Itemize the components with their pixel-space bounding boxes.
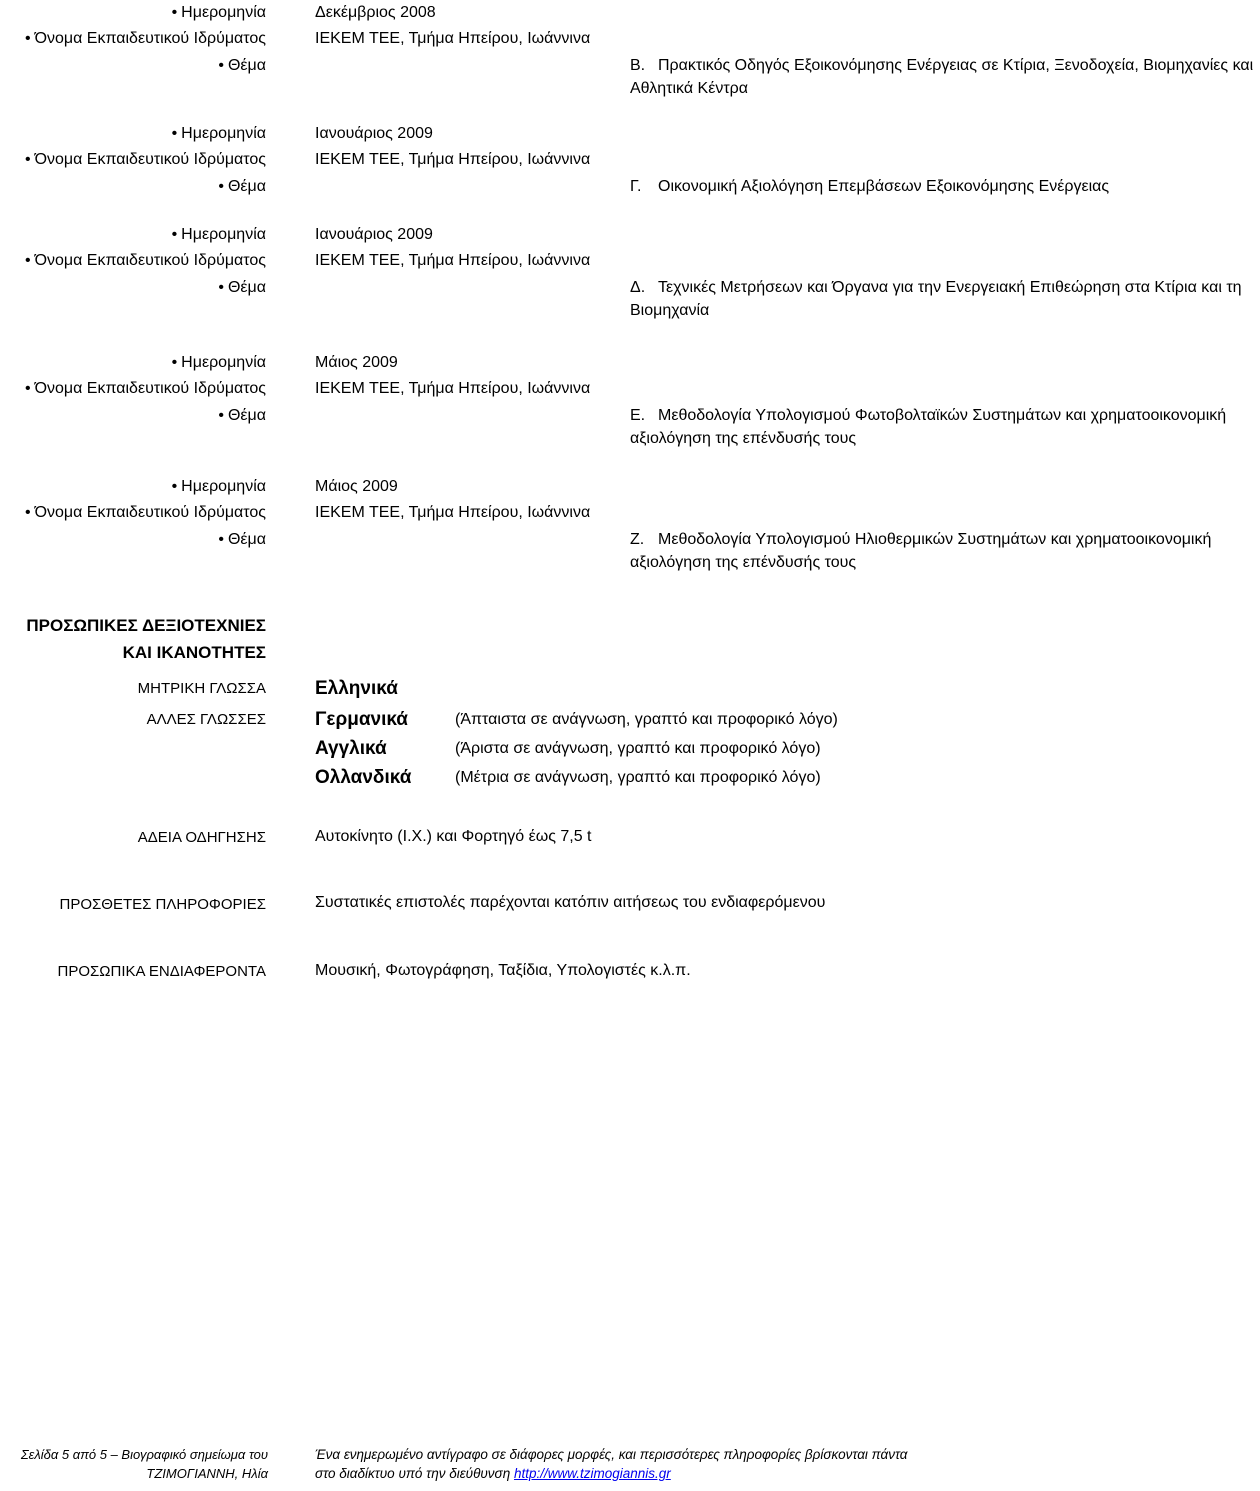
subject-label: Θέμα [227,178,266,195]
language-name: Ολλανδικά [315,767,412,788]
page-footer-right [315,1445,955,1483]
language-level: (Μέτρια σε ανάγνωση, γραπτό και προφορικό λόγο) [455,769,821,786]
institution-label: Όνομα Εκπαιδευτικού Ιδρύματος [34,380,266,397]
subject-value [630,276,1260,322]
subject-letter: Δ. [630,279,646,296]
subject-letter: Ε. [630,407,646,424]
date-value: Μάιος 2009 [315,478,398,495]
date-label: Ημερομηνία [181,478,266,495]
subject-row [0,52,1254,100]
institution-label: Όνομα Εκπαιδευτικού Ιδρύματος [34,30,266,47]
subject-label: Θέμα [227,57,266,74]
bullet-icon: • [171,226,178,243]
skills-heading-line2: ΚΑΙ ΙΚΑΝΟΤΗΤΕΣ [122,643,266,662]
seminar-entry-5 [0,474,1212,574]
subject-text: Οικονομική Αξιολόγηση Επεμβάσεων Εξοικονόμησης Ενέργειας [658,178,1110,195]
bullet-icon: • [24,504,31,521]
mother-tongue-label: ΜΗΤΡΙΚΗ ΓΛΩΣΣΑ [137,680,266,697]
subject-letter: Γ. [630,178,642,195]
date-row [0,350,960,376]
language-name: Αγγλικά [315,738,387,759]
seminar-entry-4 [0,350,1227,450]
subject-value [630,528,1260,574]
personal-interests-value: Μουσική, Φωτογράφηση, Ταξίδια, Υπολογιστές κ.λ.π. [315,962,691,979]
date-row [0,474,960,500]
bullet-icon: • [218,279,224,296]
driving-license-label: ΑΔΕΙΑ ΟΔΗΓΗΣΗΣ [137,829,266,846]
language-level: (Άριστα σε ανάγνωση, γραπτό και προφορικό λόγο) [455,740,821,757]
subject-value [630,175,1260,198]
other-languages-label: ΑΛΛΕΣ ΓΛΩΣΣΕΣ [146,711,266,728]
bullet-icon: • [24,151,31,168]
seminar-entry-2 [0,121,1110,201]
date-value: Ιανουάριος 2009 [315,125,433,142]
seminar-entry-3 [0,222,1242,322]
personal-interests-label: ΠΡΟΣΩΠΙΚΑ ΕΝΔΙΑΦΕΡΟΝΤΑ [57,963,266,980]
seminar-entry-1 [0,0,1254,100]
date-value: Μάιος 2009 [315,354,398,371]
subject-text: Μεθοδολογία Υπολογισμού Ηλιοθερμικών Συστημάτων και χρηματοοικονομική αξιολόγηση της επένδυσής τους [630,531,1212,571]
website-link[interactable]: http://www.tzimogiannis.gr [513,1466,671,1481]
footer-page-info: Σελίδα 5 από 5 – Βιογραφικό σημείωμα του [20,1447,268,1462]
bullet-icon: • [171,478,178,495]
subject-text: Πρακτικός Οδηγός Εξοικονόμησης Ενέργειας σε Κτίρια, Ξενοδοχεία, Βιομηχανίες και Αθλητικά Κέντρα [630,57,1254,97]
bullet-icon: • [24,30,31,47]
subject-label: Θέμα [227,531,266,548]
page-footer-left [14,1445,268,1483]
bullet-icon: • [218,407,224,424]
mother-tongue-value: Ελληνικά [315,678,398,699]
institution-label: Όνομα Εκπαιδευτικού Ιδρύματος [34,252,266,269]
subject-row [0,274,1242,322]
bullet-icon: • [171,125,178,142]
institution-value: ΙΕΚΕΜ ΤΕΕ, Τμήμα Ηπείρου, Ιωάννινα [315,504,591,521]
date-row [0,222,960,248]
bullet-icon: • [24,380,31,397]
date-label: Ημερομηνία [181,4,266,21]
date-label: Ημερομηνία [181,226,266,243]
additional-info-label: ΠΡΟΣΘΕΤΕΣ ΠΛΗΡΟΦΟΡΙΕΣ [59,896,266,913]
subject-label: Θέμα [227,407,266,424]
date-row [0,0,960,26]
institution-row [0,248,960,274]
driving-license-value: Αυτοκίνητο (Ι.Χ.) και Φορτηγό έως 7,5 t [315,828,592,845]
subject-row [0,526,1212,574]
subject-label: Θέμα [227,279,266,296]
footer-address-text: στο διαδίκτυο υπό την διεύθυνση [315,1466,511,1481]
subject-letter: Β. [630,57,646,74]
date-value: Ιανουάριος 2009 [315,226,433,243]
subject-text: Τεχνικές Μετρήσεων και Όργανα για την Ενεργειακή Επιθεώρηση στα Κτίρια και τη Βιομηχανία [630,279,1242,319]
subject-text: Μεθοδολογία Υπολογισμού Φωτοβολταϊκών Συστημάτων και χρηματοοικονομική αξιολόγηση της επένδυσής τους [630,407,1227,447]
language-name: Γερμανικά [315,709,408,730]
date-row [0,121,960,147]
footer-note: Ένα ενημερωμένο αντίγραφο σε διάφορες μορφές, και περισσότερες πληροφορίες βρίσκονται πάντα [315,1447,908,1462]
bullet-icon: • [171,4,178,21]
subject-value [630,54,1260,100]
bullet-icon: • [218,178,224,195]
bullet-icon: • [171,354,178,371]
footer-author: ΤΖΙΜΟΓΙΑΝΝΗ, Ηλία [146,1466,268,1481]
institution-row [0,26,960,52]
institution-row [0,147,960,173]
institution-value: ΙΕΚΕΜ ΤΕΕ, Τμήμα Ηπείρου, Ιωάννινα [315,30,591,47]
skills-heading-line1: ΠΡΟΣΩΠΙΚΕΣ ΔΕΞΙΟΤΕΧΝΙΕΣ [26,616,266,635]
subject-value [630,404,1260,450]
subject-row [0,402,1227,450]
subject-letter: Ζ. [630,531,645,548]
institution-row [0,500,960,526]
institution-row [0,376,960,402]
bullet-icon: • [24,252,31,269]
date-label: Ημερομηνία [181,354,266,371]
additional-info-value: Συστατικές επιστολές παρέχονται κατόπιν αιτήσεως του ενδιαφερόμενου [315,894,826,911]
bullet-icon: • [218,531,224,548]
institution-label: Όνομα Εκπαιδευτικού Ιδρύματος [34,504,266,521]
institution-value: ΙΕΚΕΜ ΤΕΕ, Τμήμα Ηπείρου, Ιωάννινα [315,380,591,397]
subject-row [0,173,1110,201]
date-label: Ημερομηνία [181,125,266,142]
institution-label: Όνομα Εκπαιδευτικού Ιδρύματος [34,151,266,168]
institution-value: ΙΕΚΕΜ ΤΕΕ, Τμήμα Ηπείρου, Ιωάννινα [315,151,591,168]
institution-value: ΙΕΚΕΜ ΤΕΕ, Τμήμα Ηπείρου, Ιωάννινα [315,252,591,269]
date-value: Δεκέμβριος 2008 [315,4,436,21]
bullet-icon: • [218,57,224,74]
language-level: (Άπταιστα σε ανάγνωση, γραπτό και προφορικό λόγο) [455,711,838,728]
